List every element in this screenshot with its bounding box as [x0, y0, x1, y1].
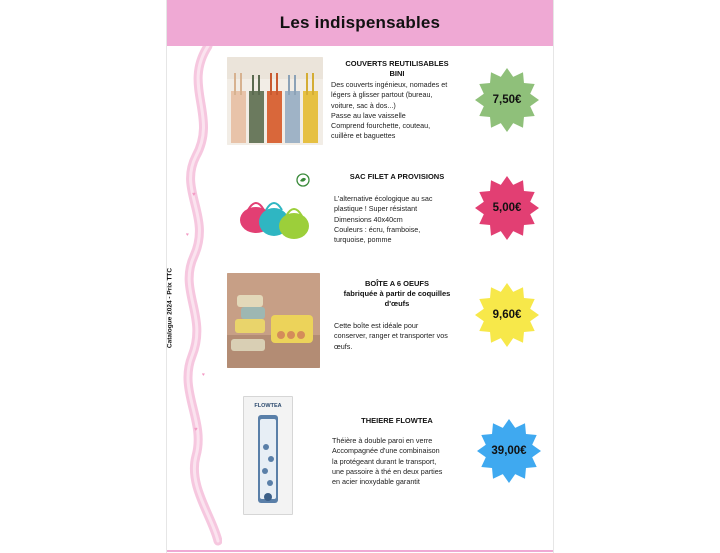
product-title-net-bag [330, 172, 464, 182]
title-line: BOÎTE A 6 OEUFS [364, 279, 430, 288]
desc-line: légers à glisser partout (bureau, [331, 90, 433, 100]
product-title-egg-box [330, 279, 464, 309]
desc-line: Théière à double paroi en verre [332, 436, 433, 445]
eco-label-icon [296, 173, 310, 187]
product-title-flowtea [330, 416, 464, 426]
price-label: 9,60€ [492, 309, 522, 321]
title-line: fabriquée à partir de coquilles [343, 289, 451, 298]
desc-line: Comprend fourchette, couteau, [331, 121, 431, 131]
price-label: 39,00€ [491, 445, 527, 457]
title-line: COUVERTS REUTILISABLES [345, 59, 449, 68]
desc-line: Passe au lave vaisselle [331, 110, 406, 120]
egg-box-image [227, 273, 320, 368]
net-bags-image [236, 190, 314, 246]
desc-line: L'alternative écologique au sac [334, 194, 433, 203]
side-caption-text: Catalogue 2024 - Prix TTC [166, 267, 174, 349]
desc-line: turquoise, pomme [334, 235, 392, 245]
title-line: BINI [389, 69, 405, 78]
cutlery-image [227, 57, 323, 145]
ribbon-decoration [172, 46, 222, 546]
page-header [167, 0, 553, 46]
desc-line: voiture, sac à dos...) [331, 100, 396, 110]
desc-line: conserver, ranger et transporter vos [334, 331, 448, 341]
desc-line: œufs. [334, 341, 353, 351]
page-title: Les indispensables [279, 13, 441, 32]
price-badge-egg-box [474, 282, 540, 348]
footer-divider [167, 550, 553, 552]
desc-line: Cette boîte est idéale pour [334, 321, 419, 330]
flowtea-box-image [243, 396, 293, 515]
product-title-cutlery [330, 59, 464, 79]
price-badge-net-bag [474, 175, 540, 241]
price-badge-flowtea [476, 418, 542, 484]
price-label: 5,00€ [492, 202, 522, 214]
svg-text:♥: ♥ [186, 232, 189, 238]
desc-line: Des couverts ingénieux, nomades et [331, 80, 448, 89]
desc-line: Couleurs : écru, framboise, [334, 224, 421, 234]
title-line: d'œufs [384, 299, 410, 308]
desc-line: Dimensions 40x40cm [334, 214, 403, 224]
price-label: 7,50€ [492, 94, 522, 106]
product-desc-egg-box [334, 321, 448, 352]
desc-line: cuillère et baguettes [331, 131, 396, 141]
desc-line: une passoire à thé en deux parties [332, 466, 443, 476]
svg-text:♥: ♥ [202, 372, 205, 378]
desc-line: Accompagnée d'une combinaison [332, 446, 440, 456]
product-desc-net-bag [334, 194, 432, 245]
product-desc-cutlery [331, 80, 447, 142]
price-badge-cutlery [474, 67, 540, 133]
desc-line: plastique ! Super résistant [334, 204, 418, 214]
desc-line: en acier inoxydable garantit [332, 477, 420, 487]
title-line: SAC FILET A PROVISIONS [349, 172, 445, 181]
title-line: THEIERE FLOWTEA [361, 416, 433, 425]
svg-text:♥: ♥ [192, 192, 196, 198]
svg-text:♥: ♥ [194, 427, 198, 433]
flowtea-box-label: FLOWTEA [254, 403, 282, 409]
desc-line: la protégeant durant le transport, [332, 456, 437, 466]
product-desc-flowtea [332, 436, 442, 487]
